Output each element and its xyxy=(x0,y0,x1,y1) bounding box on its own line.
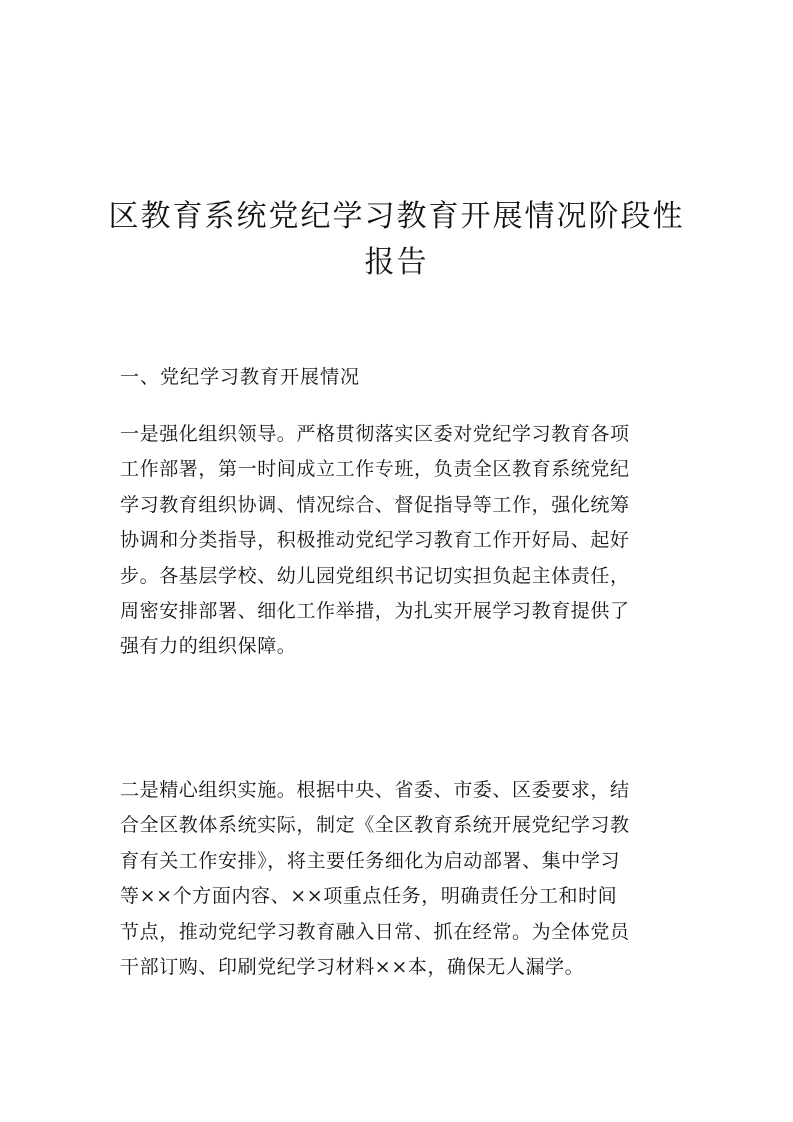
paragraph-line: 步。各基层学校、幼儿园党组织书记切实担负起主体责任， xyxy=(120,564,630,587)
document-title xyxy=(100,194,693,286)
paragraph-line: 学习教育组织协调、情况综合、督促指导等工作，强化统筹 xyxy=(120,493,630,516)
title-line-2: 报告 xyxy=(364,245,429,280)
paragraph-line: 干部订购、印刷党纪学习材料××本，确保无人漏学。 xyxy=(120,956,585,979)
paragraph-line: 二是精心组织实施。根据中央、省委、市委、区委要求，结 xyxy=(120,779,630,801)
paragraph-line: 等××个方面内容、××项重点任务，明确责任分工和时间 xyxy=(120,885,618,908)
paragraph-line: 工作部署，第一时间成立工作专班，负责全区教育系统党纪 xyxy=(120,458,630,481)
paragraph-implementation xyxy=(120,773,680,985)
paragraph-line: 一是强化组织领导。严格贯彻落实区委对党纪学习教育各项 xyxy=(120,423,630,445)
paragraph-line: 周密安排部署、细化工作举措，为扎实开展学习教育提供了 xyxy=(120,600,630,623)
paragraph-line: 强有力的组织保障。 xyxy=(120,635,297,658)
title-line-1: 区教育系统党纪学习教育开展情况阶段性 xyxy=(108,199,685,234)
paragraph-line: 协调和分类指导，积极推动党纪学习教育工作开好局、起好 xyxy=(120,529,630,552)
paragraph-line: 节点，推动党纪学习教育融入日常、抓在经常。为全体党员 xyxy=(120,920,630,943)
paragraph-line: 育有关工作安排》，将主要任务细化为启动部署、集中学习 xyxy=(120,849,621,872)
section-heading: 一、党纪学习教育开展情况 xyxy=(120,366,361,388)
paragraph-organizational-leadership xyxy=(120,417,680,665)
paragraph-line: 合全区教体系统实际，制定《全区教育系统开展党纪学习教 xyxy=(120,814,630,837)
